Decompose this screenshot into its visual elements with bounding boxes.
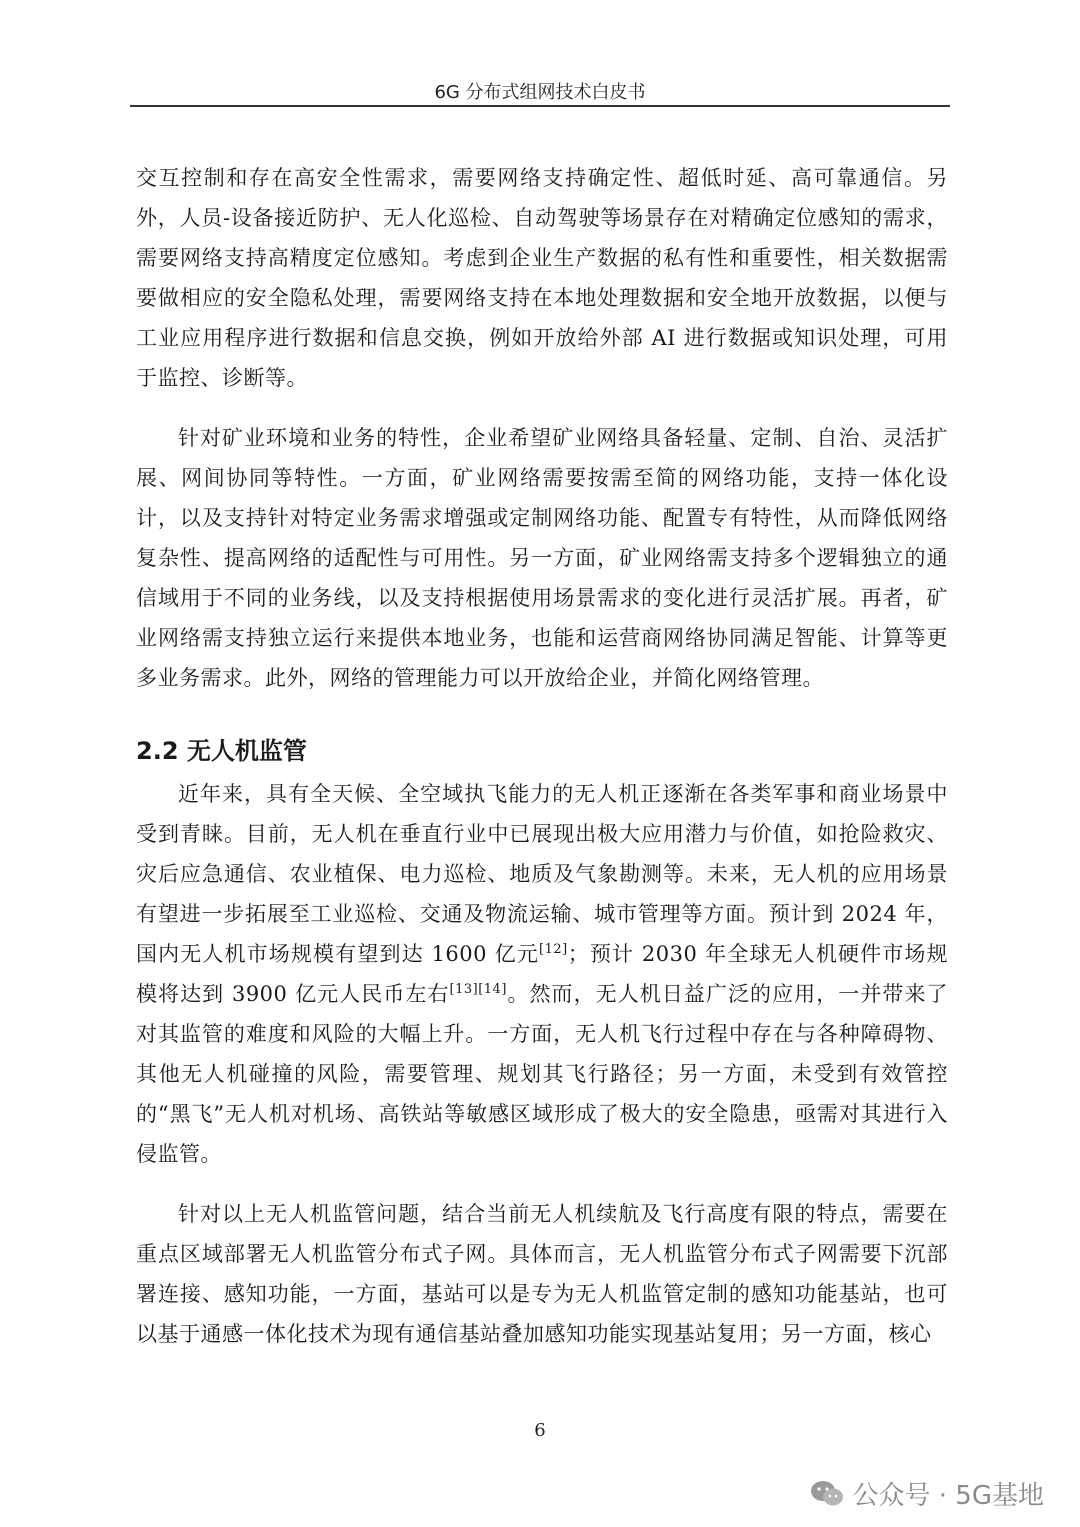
paragraph-uav-subnet: 针对以上无人机监管问题，结合当前无人机续航及飞行高度有限的特点，需要在重点区域部署无人机监管分布式子网。具体而言，无人机监管分布式子网需要下沉部署连接、感知功能，一方面，基站可以是专为无人机监管定制的感知功能基站，也可以基于通感一体化技术为现有通信基站叠加感知功能实现基站复用；另一方面，核心 bbox=[136, 1202, 948, 1346]
citation-ref: [12] bbox=[539, 942, 568, 957]
wechat-icon bbox=[809, 1479, 845, 1509]
text-segment: 近年来，具有全天候、全空域执飞能力的无人机正逐渐在各类军事和商业场景中受到青睐。目前，无人机在垂直行业中已展现出极大应用潜力与价值，如抢险救灾、灾后应急通信、农业植保、电力巡检、地质及气象勘测等。未来，无人机的应用场景有望进一步拓展至工业巡检、交通及物流运输、城市管理等方面。预计到 2024 年，国内无人机市场规模有望到达 1600 亿元 bbox=[136, 782, 948, 966]
watermark-text: 公众号 · 5G基地 bbox=[852, 1481, 1044, 1511]
text-segment: ；预计 2030 年全球无人机硬件市场规模将达到 3900 亿元人民币左右 bbox=[136, 942, 949, 1006]
watermark bbox=[809, 1475, 1044, 1512]
citation-ref: [13][14] bbox=[449, 982, 507, 997]
paragraph-mining-network: 针对矿业环境和业务的特性，企业希望矿业网络具备轻量、定制、自治、灵活扩展、网间协同等特性。一方面，矿业网络需要按需至简的网络功能，支持一体化设计，以及支持针对特定业务需求增强或定制网络功能、配置专有特性，从而降低网络复杂性、提高网络的适配性与可用性。另一方面，矿业网络需支持多个逻辑独立的通信域用于不同的业务线，以及支持根据使用场景需求的变化进行灵活扩展。再者，矿业网络需支持独立运行来提供本地业务，也能和运营商网络协同满足智能、计算等更多业务需求。此外，网络的管理能力可以开放给企业，并简化网络管理。 bbox=[136, 426, 948, 690]
paragraph-uav-background bbox=[136, 774, 948, 1174]
header-divider bbox=[130, 105, 950, 107]
text-segment: 。然而，无人机日益广泛的应用，一并带来了对其监管的难度和风险的大幅上升。一方面，无人机飞行过程中存在与各种障碍物、其他无人机碰撞的风险，需要管理、规划其飞行路径；另一方面，未受到有效管控的“黑飞”无人机对机场、高铁站等敏感区域形成了极大的安全隐患，亟需对其进行入侵监管。 bbox=[136, 982, 948, 1166]
page-number: 6 bbox=[534, 1420, 546, 1441]
paragraph-continuation: 交互控制和存在高安全性需求，需要网络支持确定性、超低时延、高可靠通信。另外，人员-设备接近防护、无人化巡检、自动驾驶等场景存在对精确定位感知的需求，需要网络支持高精度定位感知。考虑到企业生产数据的私有性和重要性，相关数据需要做相应的安全隐私处理，需要网络支持在本地处理数据和安全地开放数据，以便与工业应用程序进行数据和信息交换，例如开放给外部 AI 进行数据或知识处理，可用于监控、诊断等。 bbox=[136, 166, 948, 390]
section-heading: 2.2 无人机监管 bbox=[136, 737, 307, 765]
page-header-title: 6G 分布式组网技术白皮书 bbox=[434, 82, 646, 103]
document-body bbox=[136, 158, 948, 1354]
